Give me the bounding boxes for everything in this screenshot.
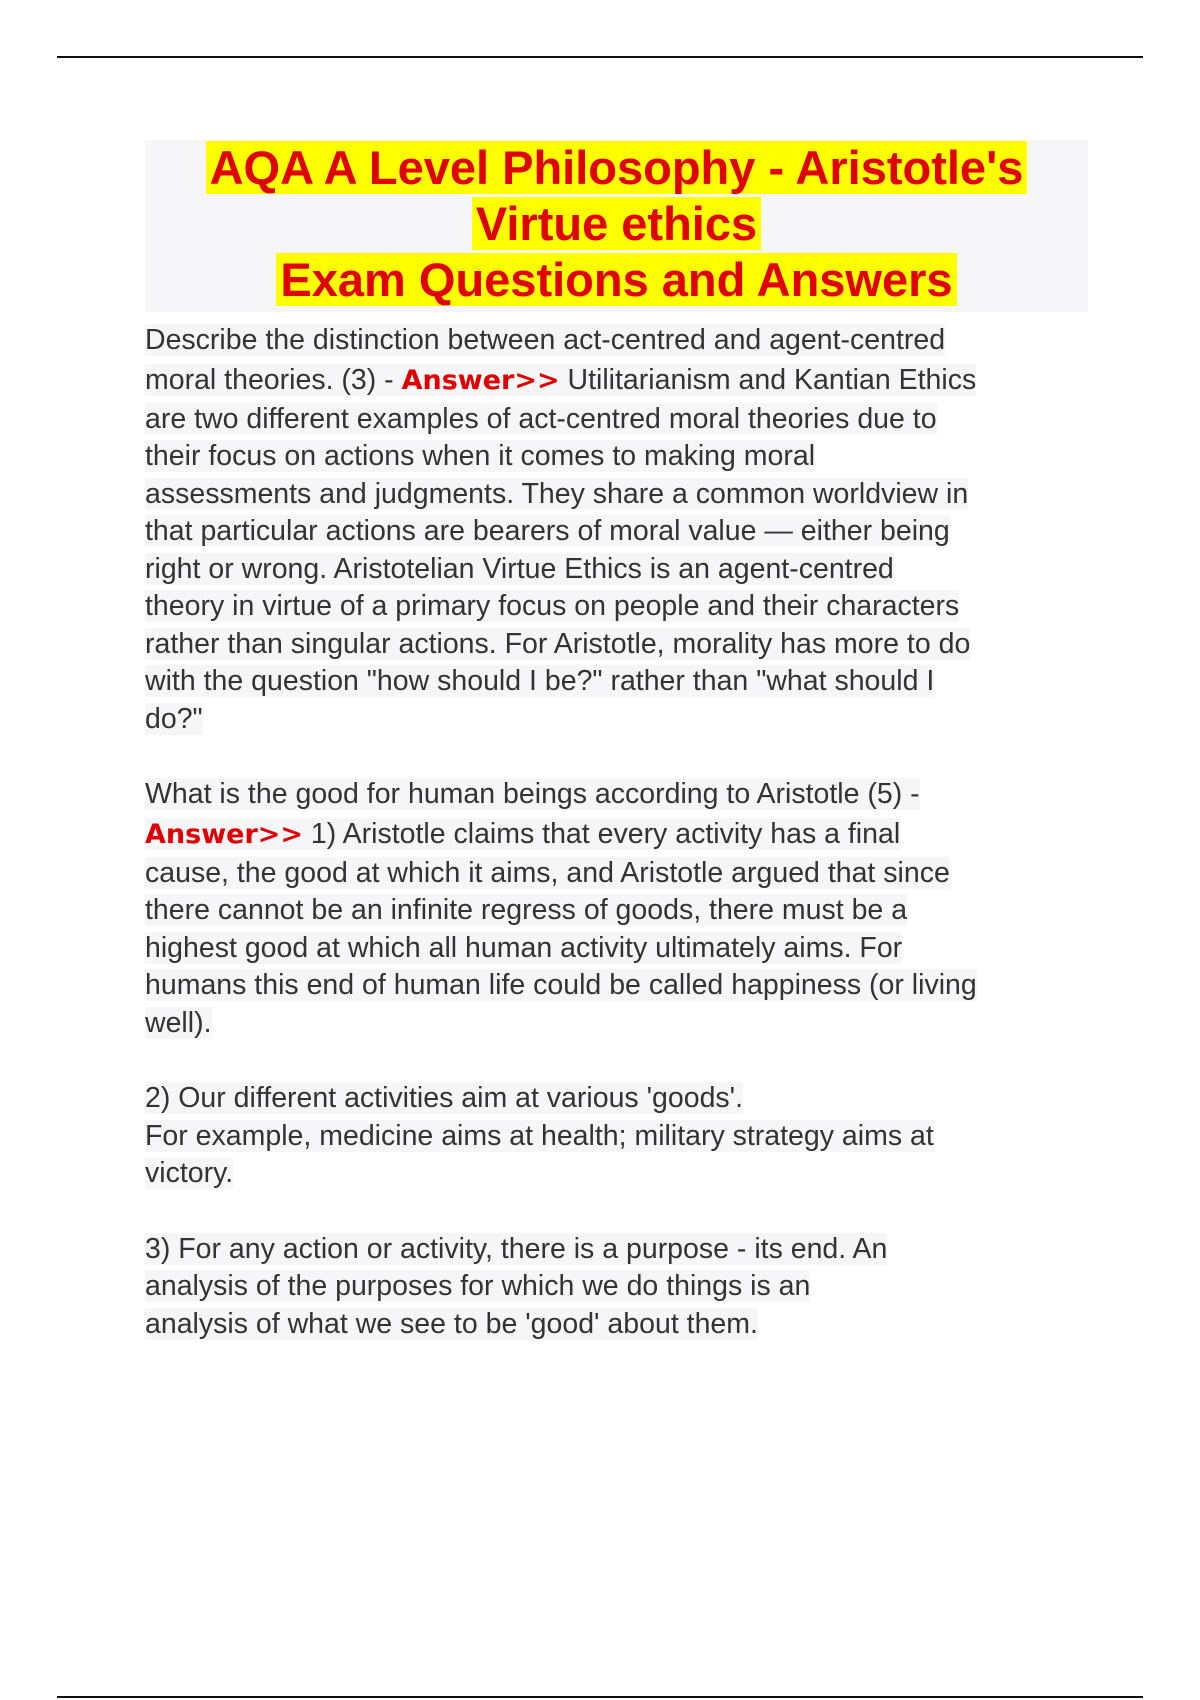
text-line: with the question "how should I be?" rather than "what should I [145, 665, 935, 697]
title-line-3: Exam Questions and Answers [276, 253, 956, 306]
document-title [145, 140, 1088, 312]
answer-label: Answer>> [401, 364, 560, 396]
text-line: analysis of the purposes for which we do things is an [145, 1270, 811, 1302]
question-1 [145, 322, 1105, 738]
text-line: analysis of what we see to be 'good' about them. [145, 1307, 758, 1340]
text-line: humans this end of human life could be called happiness (or living [145, 969, 977, 1001]
text-line: Describe the distinction between act-centred and agent-centred [145, 324, 946, 356]
text-line: victory. [145, 1157, 234, 1189]
top-rule [57, 56, 1143, 58]
text-line: are two different examples of act-centred moral theories due to [145, 402, 937, 435]
bottom-rule [57, 1696, 1143, 1698]
text-line: do?" [145, 702, 203, 735]
text-line: their focus on actions when it comes to making moral [145, 440, 816, 472]
text-line: 3) For any action or activity, there is a purpose - its end. An [145, 1232, 888, 1265]
document-body [145, 322, 1105, 1343]
text-line: well). [145, 1006, 212, 1039]
text-line: theory in virtue of a primary focus on people and their characters [145, 590, 960, 622]
text-line: What is the good for human beings according to Aristotle (5) - [145, 778, 920, 810]
text-line: there cannot be an infinite regress of goods, there must be a [145, 894, 908, 926]
question-2 [145, 776, 1105, 1343]
text-line: cause, the good at which it aims, and Aristotle argued that since [145, 856, 950, 889]
text-line: rather than singular actions. For Aristotle, morality has more to do [145, 627, 971, 660]
title-line-2: Virtue ethics [472, 197, 761, 250]
text-line: highest good at which all human activity ultimately aims. For [145, 931, 903, 964]
text-line: assessments and judgments. They share a common worldview in [145, 477, 969, 510]
text-line: that particular actions are bearers of moral value — either being [145, 515, 950, 547]
text-line: 2) Our different activities aim at various 'goods'. [145, 1082, 744, 1114]
title-line-1: AQA A Level Philosophy - Aristotle's [206, 141, 1028, 194]
text-line: For example, medicine aims at health; military strategy aims at [145, 1119, 934, 1152]
text-line: Utilitarianism and Kantian Ethics [559, 363, 977, 396]
text-line: right or wrong. Aristotelian Virtue Ethics is an agent-centred [145, 552, 894, 585]
text-line: 1) Aristotle claims that every activity has a final [303, 817, 901, 850]
answer-label: Answer>> [145, 818, 304, 850]
text-line: moral theories. (3) - [145, 363, 402, 396]
